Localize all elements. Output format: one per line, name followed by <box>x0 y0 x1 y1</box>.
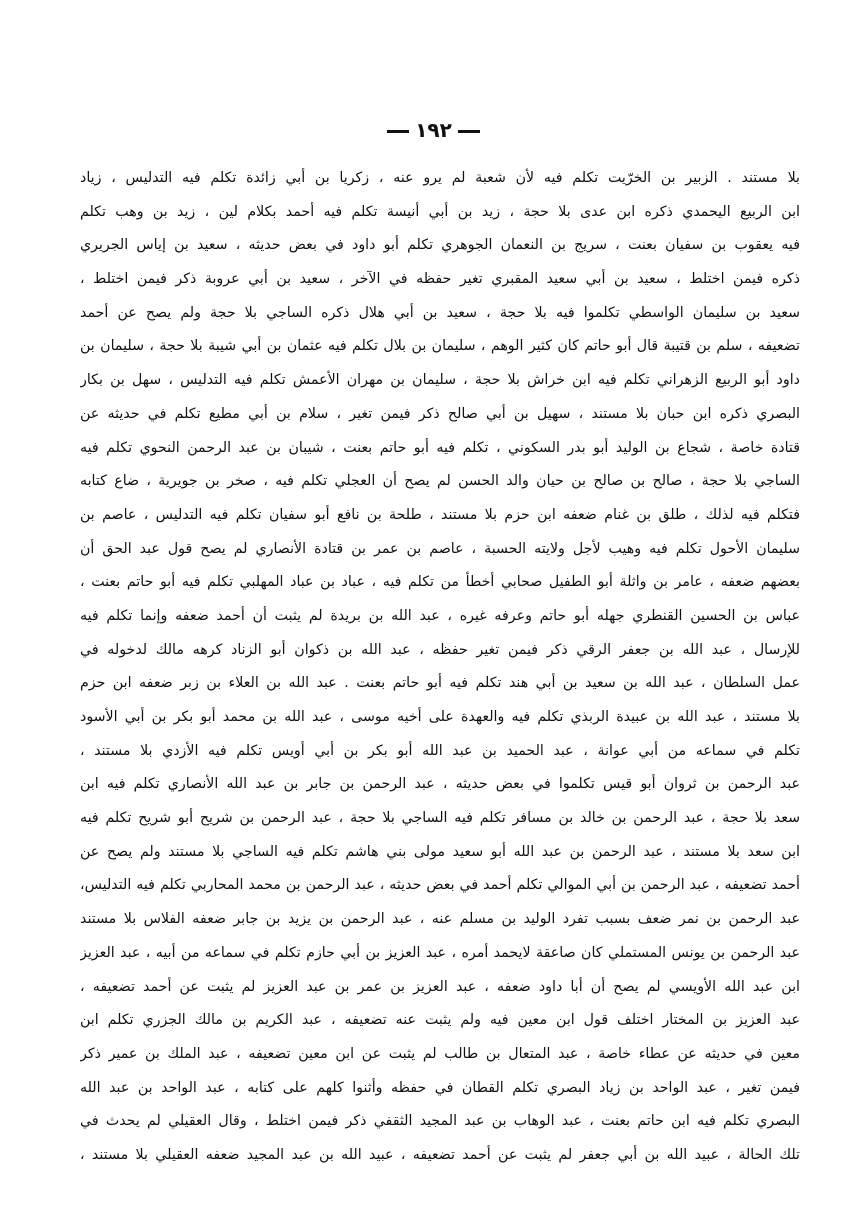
text-line: للإرسال ، عبد الله بن جعفر الرقي ذكر فيمن تغير حفظه ، عبد الله بن ذكوان أبو الزناد كرهه مالك لدخوله في <box>80 641 800 658</box>
page-number-dash-left <box>387 130 409 133</box>
page-number <box>0 118 867 142</box>
page-number-dash-right <box>458 130 480 133</box>
text-line: عبد الرحمن بن ثروان أبو قيس تكلموا في بعض حديثه ، عبد الرحمن بن جابر بن عبد الله الأنصاري تكلم فيه ابن <box>80 776 800 793</box>
text-line: عبد الرحمن بن نمر ضعف بسبب تفرد الوليد بن مسلم عنه ، عبد الرحمن بن يزيد بن جابر ضعفه الفلاس بلا مستند <box>80 911 800 928</box>
text-line: عمل السلطان ، عبد الله بن سعيد بن أبي هند تكلم فيه أبو حاتم بعنت . عبد الله بن العلاء بن زبر ضعفه ابن حزم <box>80 675 800 692</box>
text-line: فتكلم فيه لذلك ، طلق بن غنام ضعفه ابن حزم بلا مستند ، طلحة بن نافع أبو سفيان تكلم فيه التدليس ، عاصم بن <box>80 506 800 523</box>
text-line: داود أبو الربيع الزهراني تكلم فيه ابن خراش بلا حجة ، سليمان بن مهران الأعمش تكلم فيه التدليس ، سهل بن بكار <box>80 372 800 389</box>
text-line: سعيد بن سليمان الواسطي تكلموا فيه بلا حجة ، سعيد بن أبي هلال ذكره الساجي بلا حجة ولم يصح عن أحمد <box>80 304 800 321</box>
text-line: ابن سعد بلا مستند ، عبد الرحمن بن عبد الله أبو سعيد مولى بني هاشم تكلم فيه الساجي بلا مستند ولم يصح عن <box>80 843 800 860</box>
text-line: ابن عبد الله الأويسي لم يصح أن أبا داود ضعفه ، عبد العزيز بن عمر بن عبد العزيز لم يثبت عن أحمد تضعيفه ، <box>80 978 800 995</box>
text-line: بعضهم ضعفه ، عامر بن واثلة أبو الطفيل صحابي أخطأ من تكلم فيه ، عباد بن عباد المهلبي تكلم فيه أبو حاتم بعنت ، <box>80 574 800 591</box>
page-number-text: ١٩٢ <box>415 118 452 142</box>
text-line: بلا مستند ، عبد الله بن عبيدة الربذي تكلم فيه والعهدة على أخيه موسى ، عبد الله بن محمد أبو بكر بن أبي الأسود <box>80 709 800 725</box>
text-line: تكلم في سماعه من أبي عوانة ، عبد الحميد بن عبد الله أبو بكر بن أبي أويس تكلم فيه الأزدي بلا مستند ، <box>80 742 800 759</box>
text-line: ذكره فيمن اختلط ، سعيد بن أبي سعيد المقبري تغير حفظه في الآخر ، سعيد بن أبي عروبة ذكر فيمن اختلط ، <box>80 271 800 288</box>
text-line: بلا مستند . الزبير بن الخرّيت تكلم فيه لأن شعبة لم يرو عنه ، زكريا بن أبي زائدة تكلم فيه التدليس ، زياد <box>80 170 800 186</box>
text-line: البصري تكلم فيه ابن حاتم بعنت ، عبد الوهاب بن عبد المجيد الثقفي ذكر فيمن اختلط ، وقال العقيلي لم يحدث في <box>80 1113 800 1130</box>
text-line: فيه يعقوب بن سفيان بعنت ، سريج بن النعمان الجوهري تكلم أبو داود في بعض حديثه ، سعيد بن إياس الجريري <box>80 237 800 254</box>
text-line: عبد الرحمن بن يونس المستملي كان صاعقة لايحمد أمره ، عبد العزيز بن أبي حازم تكلم في سماعه من أبيه ، عبد العزيز <box>80 944 800 961</box>
text-line: أحمد تضعيفه ، عبد الرحمن بن أبي الموالي تكلم أحمد في بعض حديثه ، عبد الرحمن بن محمد المحاربي تكلم فيه التدليس، <box>80 877 800 894</box>
text-line: تلك الحالة ، عبيد الله بن أبي جعفر لم يثبت عن أحمد تضعيفه ، عبيد الله بن عبد المجيد ضعفه العقيلي بلا مستند ، <box>80 1146 800 1163</box>
text-line: عباس بن الحسين القنطري جهله أبو حاتم وعرفه غيره ، عبد الله بن بريدة لم يثبت أن أحمد ضعفه وإنما تكلم فيه <box>80 607 800 624</box>
text-line: معين في حديثه عن عطاء خاصة ، عبد المتعال بن طالب لم يثبت عن ابن معين تضعيفه ، عبد الملك بن عمير ذكر <box>80 1045 800 1062</box>
text-line: سعد بلا حجة ، عبد الرحمن بن خالد بن مسافر تكلم فيه الساجي بلا حجة ، عبد الرحمن بن شريح أبو شريح تكلم فيه <box>80 810 800 827</box>
text-line: ابن الربيع اليحمدي ذكره ابن عدى بلا حجة ، زيد بن أبي أنيسة تكلم فيه أحمد بكلام لين ، زيد بن وهب تكلم <box>80 203 800 220</box>
text-line: الساجي بلا حجة ، صالح بن صالح بن حيان والد الحسن لم يصح أن العجلي تكلم فيه ، صخر بن جويرية ، ضاع كتابه <box>80 473 800 490</box>
text-line: سليمان الأحول تكلم فيه وهيب لأجل ولايته الحسبة ، عاصم بن عمر بن قتادة الأنصاري لم يصح قول عبد الحق أن <box>80 540 800 557</box>
text-line: البصري ذكره ابن حبان بلا مستند ، سهيل بن أبي صالح ذكر فيمن تغير ، سلام بن أبي مطيع تكلم في حديثه عن <box>80 405 800 422</box>
text-line: قتادة خاصة ، شجاع بن الوليد أبو بدر السكوني ، تكلم فيه أبو حاتم بعنت ، شيبان بن عبد الرحمن النحوي تكلم فيه <box>80 439 800 456</box>
text-line: فيمن تغير ، عبد الواحد بن زياد البصري تكلم القطان في حفظه وأثنوا كلهم على كتابه ، عبد الواحد بن عبد الله <box>80 1079 800 1096</box>
body-text <box>80 162 800 1173</box>
text-line: تضعيفه ، سلم بن قتيبة قال أبو حاتم كان كثير الوهم ، سليمان بن بلال تكلم فيه عثمان بن أبي شيبة بلا حجة ، سليمان بن <box>80 338 800 355</box>
text-line: عبد العزيز بن المختار اختلف قول ابن معين فيه ولم يثبت عنه تضعيفه ، عبد الكريم بن مالك الجزري تكلم ابن <box>80 1012 800 1029</box>
